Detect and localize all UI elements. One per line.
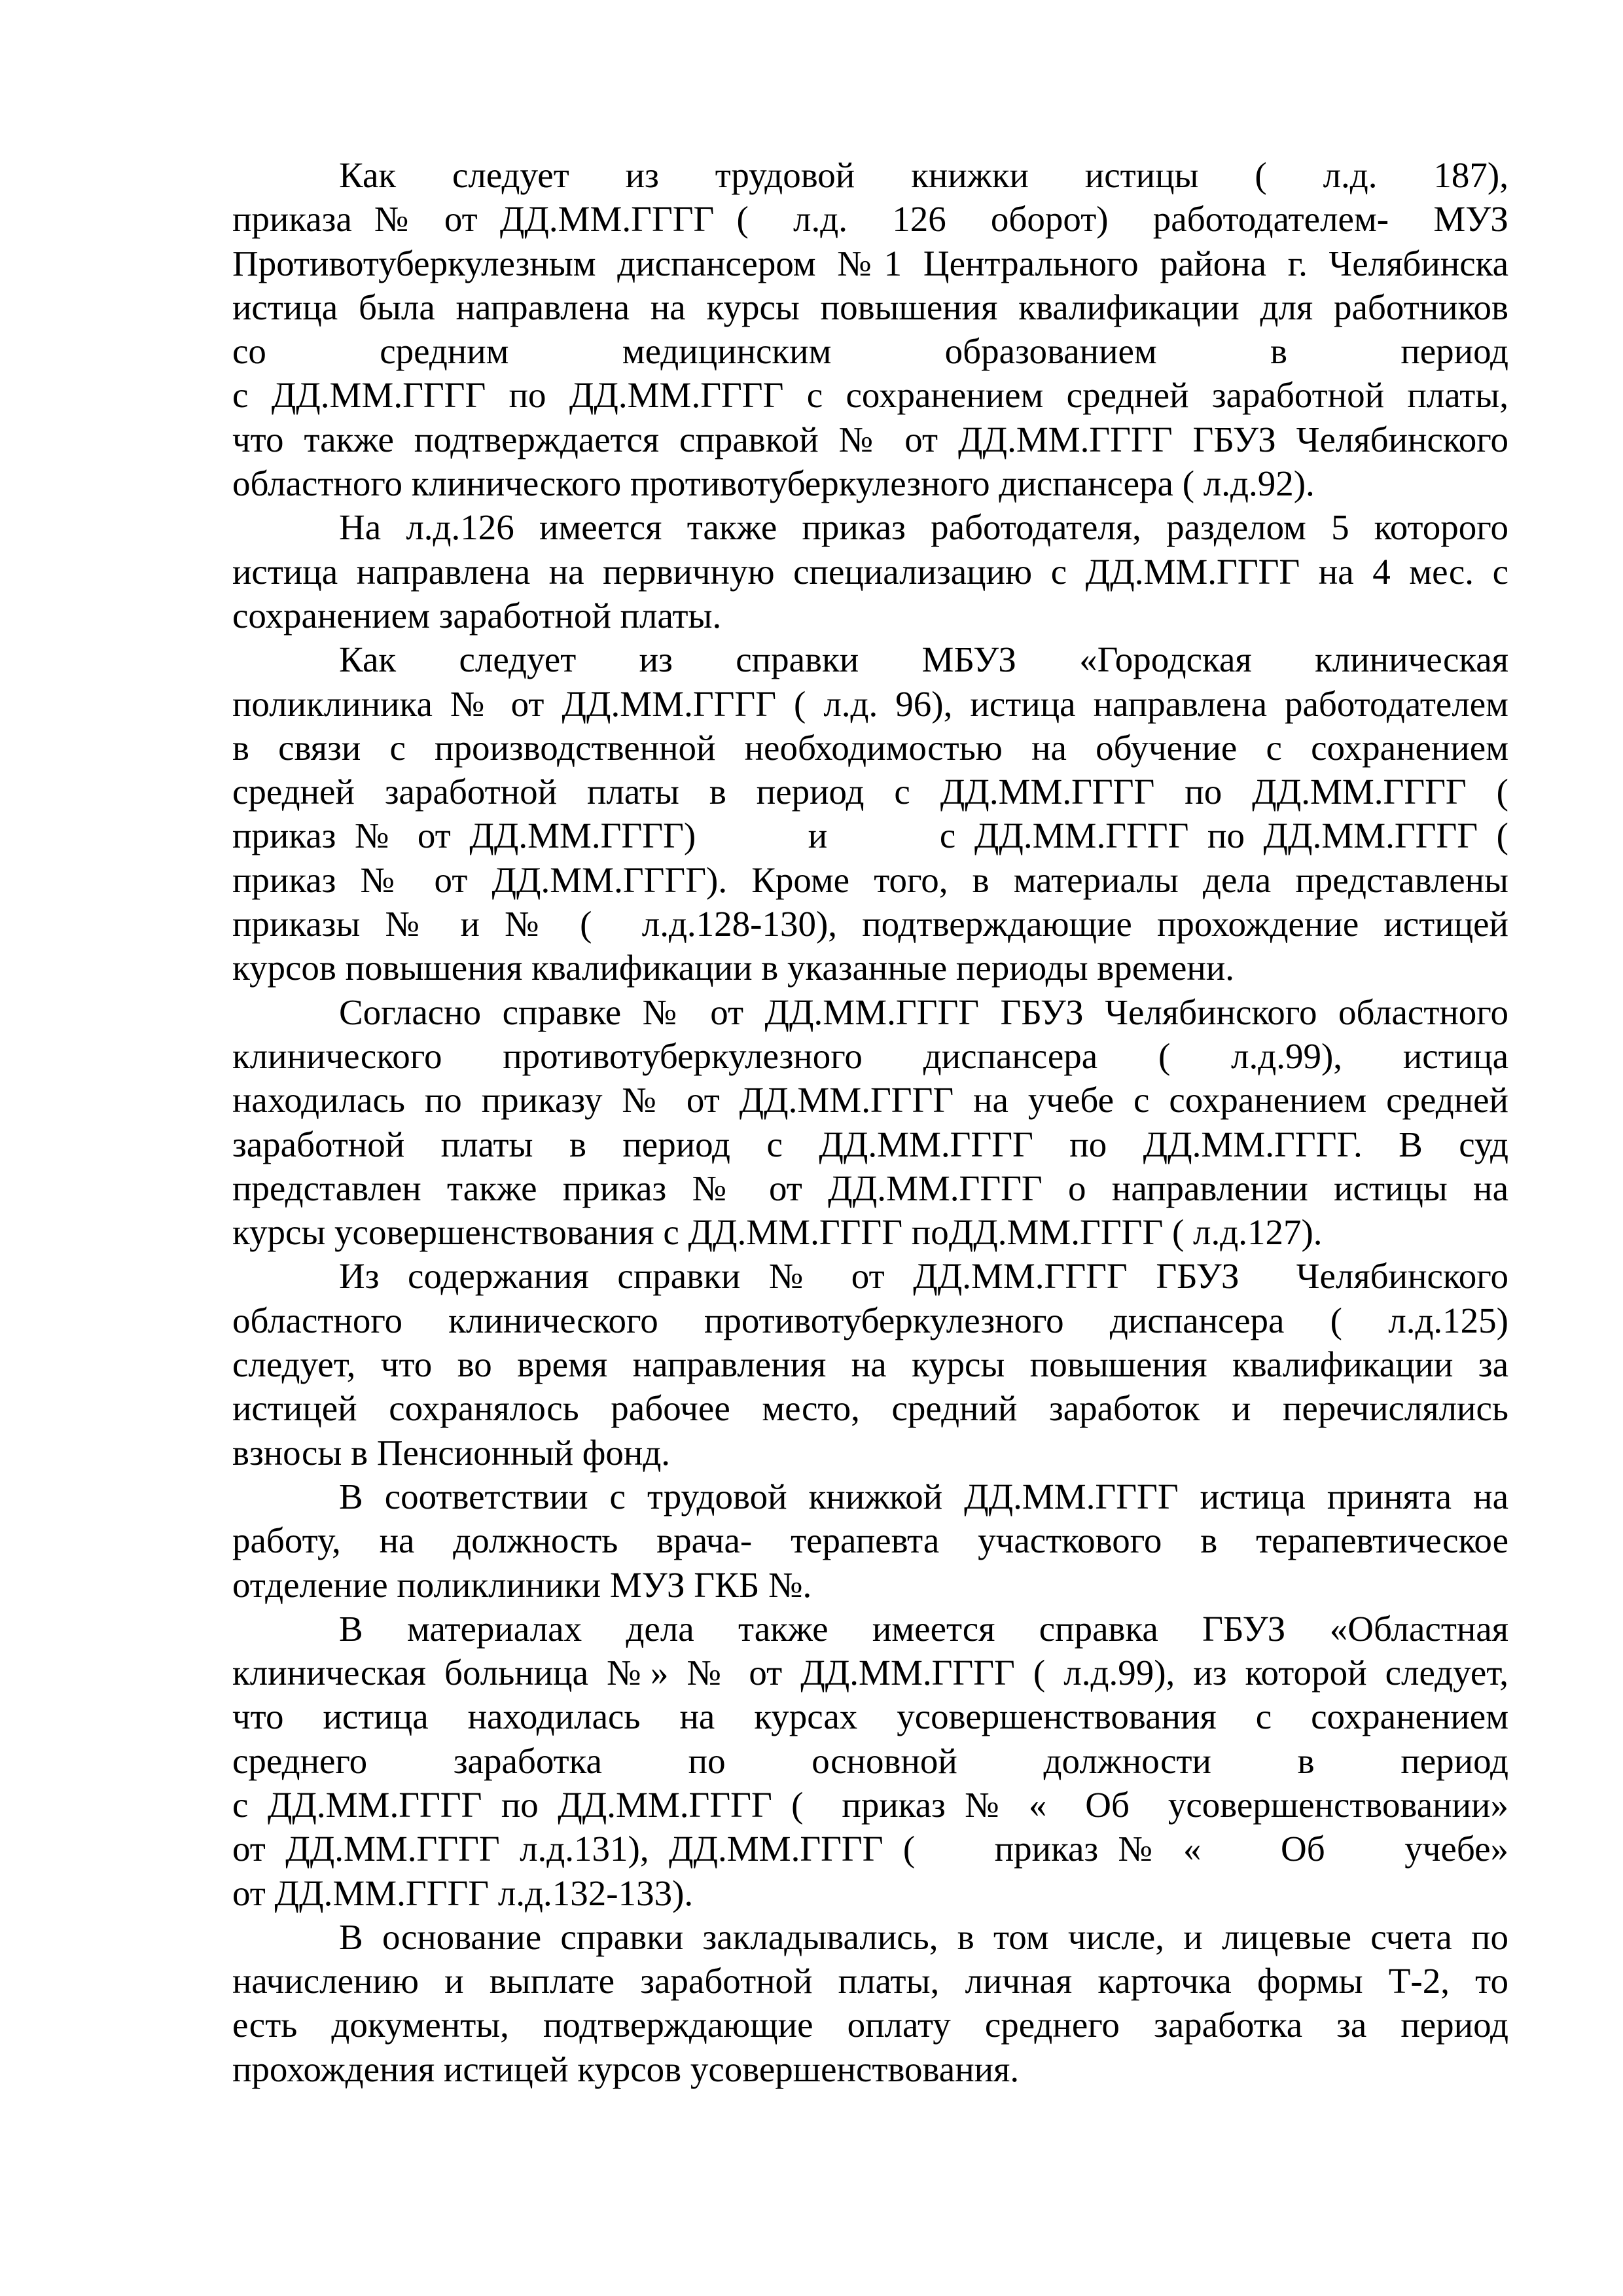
text-line: заработной платы в период с ДД.ММ.ГГГГ по ДД.ММ.ГГГГ. В суд — [232, 1124, 1508, 1164]
text-line: приказа № от ДД.ММ.ГГГГ ( л.д. 126 оборот) работодателем- МУЗ — [232, 199, 1508, 240]
text-line: истица была направлена на курсы повышения квалификации для работников — [232, 287, 1508, 327]
text-line: представлен также приказ № от ДД.ММ.ГГГГ о направлении истицы на — [232, 1168, 1508, 1208]
text-line: Как следует из справки МБУЗ «Городская клиническая — [339, 639, 1508, 680]
text-line: работу, на должность врача- терапевта участкового в терапевтическое — [232, 1520, 1508, 1561]
text-line: курсы усовершенствования с ДД.ММ.ГГГГ поДД.ММ.ГГГГ ( л.д.127). — [232, 1212, 1323, 1253]
text-line: клинического противотуберкулезного диспансера ( л.д.99), истица — [232, 1035, 1508, 1076]
text-line: областного клинического противотуберкулезного диспансера ( л.д.92). — [232, 463, 1315, 504]
paragraph — [232, 1254, 1508, 1474]
text-line: истицей сохранялось рабочее место, средний заработок и перечислялись — [232, 1388, 1508, 1429]
text-line: взносы в Пенсионный фонд. — [232, 1432, 671, 1473]
text-line: начислению и выплате заработной платы, личная карточка формы Т-2, то — [232, 1961, 1508, 2001]
text-line: В материалах дела также имеется справка ГБУЗ «Областная — [339, 1608, 1508, 1649]
paragraph — [232, 990, 1508, 1255]
text-line: с ДД.ММ.ГГГГ по ДД.ММ.ГГГГ ( приказ № « Об усовершенствовании» — [232, 1784, 1508, 1825]
text-line: приказы № и № ( л.д.128-130), подтверждающие прохождение истицей — [232, 904, 1508, 944]
text-line: приказ № от ДД.ММ.ГГГГ) и с ДД.ММ.ГГГГ по ДД.ММ.ГГГГ ( — [232, 816, 1508, 856]
text-line: клиническая больница №» № от ДД.ММ.ГГГГ ( л.д.99), из которой следует, — [232, 1653, 1508, 1693]
text-line: со средним медицинским образованием в период — [232, 331, 1508, 372]
text-line: следует, что во время направления на курсы повышения квалификации за — [232, 1344, 1508, 1385]
paragraph — [232, 153, 1508, 505]
text-line: с ДД.ММ.ГГГГ по ДД.ММ.ГГГГ с сохранением средней заработной платы, — [232, 375, 1508, 416]
text-line: от ДД.ММ.ГГГГ л.д.132-133). — [232, 1873, 694, 1913]
paragraph — [232, 1475, 1508, 1607]
text-line: что истица находилась на курсах усовершенствования с сохранением — [232, 1696, 1508, 1737]
text-line: среднего заработка по основной должности в период — [232, 1740, 1508, 1781]
text-line: средней заработной платы в период с ДД.ММ.ГГГГ по ДД.ММ.ГГГГ ( — [232, 772, 1508, 812]
text-line: сохранением заработной платы. — [232, 595, 722, 636]
text-line: курсов повышения квалификации в указанные периоды времени. — [232, 948, 1235, 988]
text-line: Как следует из трудовой книжки истицы ( л.д. 187), — [339, 155, 1508, 195]
court-decision-text — [232, 153, 1508, 2091]
text-line: прохождения истицей курсов усовершенствования. — [232, 2049, 1020, 2089]
text-line: Противотуберкулезным диспансером №1 Центрального района г. Челябинска — [232, 243, 1508, 283]
text-line: от ДД.ММ.ГГГГ л.д.131), ДД.ММ.ГГГГ ( приказ № « Об учебе» — [232, 1829, 1508, 1869]
text-line: поликлиника № от ДД.ММ.ГГГГ ( л.д. 96), истица направлена работодателем — [232, 683, 1508, 724]
text-line: в связи с производственной необходимостью на обучение с сохранением — [232, 727, 1508, 768]
text-line: На л.д.126 имеется также приказ работодателя, разделом 5 которого — [339, 507, 1508, 548]
paragraph — [232, 1607, 1508, 1915]
text-line: что также подтверждается справкой № от ДД.ММ.ГГГГ ГБУЗ Челябинского — [232, 419, 1508, 459]
text-line: Из содержания справки № от ДД.ММ.ГГГГ ГБУЗ Челябинского — [339, 1256, 1508, 1297]
text-line: есть документы, подтверждающие оплату среднего заработка за период — [232, 2005, 1508, 2045]
text-line: отделение поликлиники МУЗ ГКБ №. — [232, 1564, 812, 1605]
text-line: Согласно справке № от ДД.ММ.ГГГГ ГБУЗ Челябинского областного — [339, 992, 1508, 1032]
text-line: истица направлена на первичную специализацию с ДД.ММ.ГГГГ на 4 мес. с — [232, 551, 1508, 592]
text-line: В соответствии с трудовой книжкой ДД.ММ.ГГГГ истица принята на — [339, 1476, 1508, 1516]
paragraph — [232, 1915, 1508, 2091]
text-line: областного клинического противотуберкулезного диспансера ( л.д.125) — [232, 1300, 1508, 1340]
text-line: приказ № от ДД.ММ.ГГГГ). Кроме того, в материалы дела представлены — [232, 859, 1508, 900]
paragraph — [232, 637, 1508, 990]
text-line: находилась по приказу № от ДД.ММ.ГГГГ на учебе с сохранением средней — [232, 1080, 1508, 1121]
paragraph — [232, 505, 1508, 637]
text-line: В основание справки закладывались, в том числе, и лицевые счета по — [339, 1916, 1508, 1957]
